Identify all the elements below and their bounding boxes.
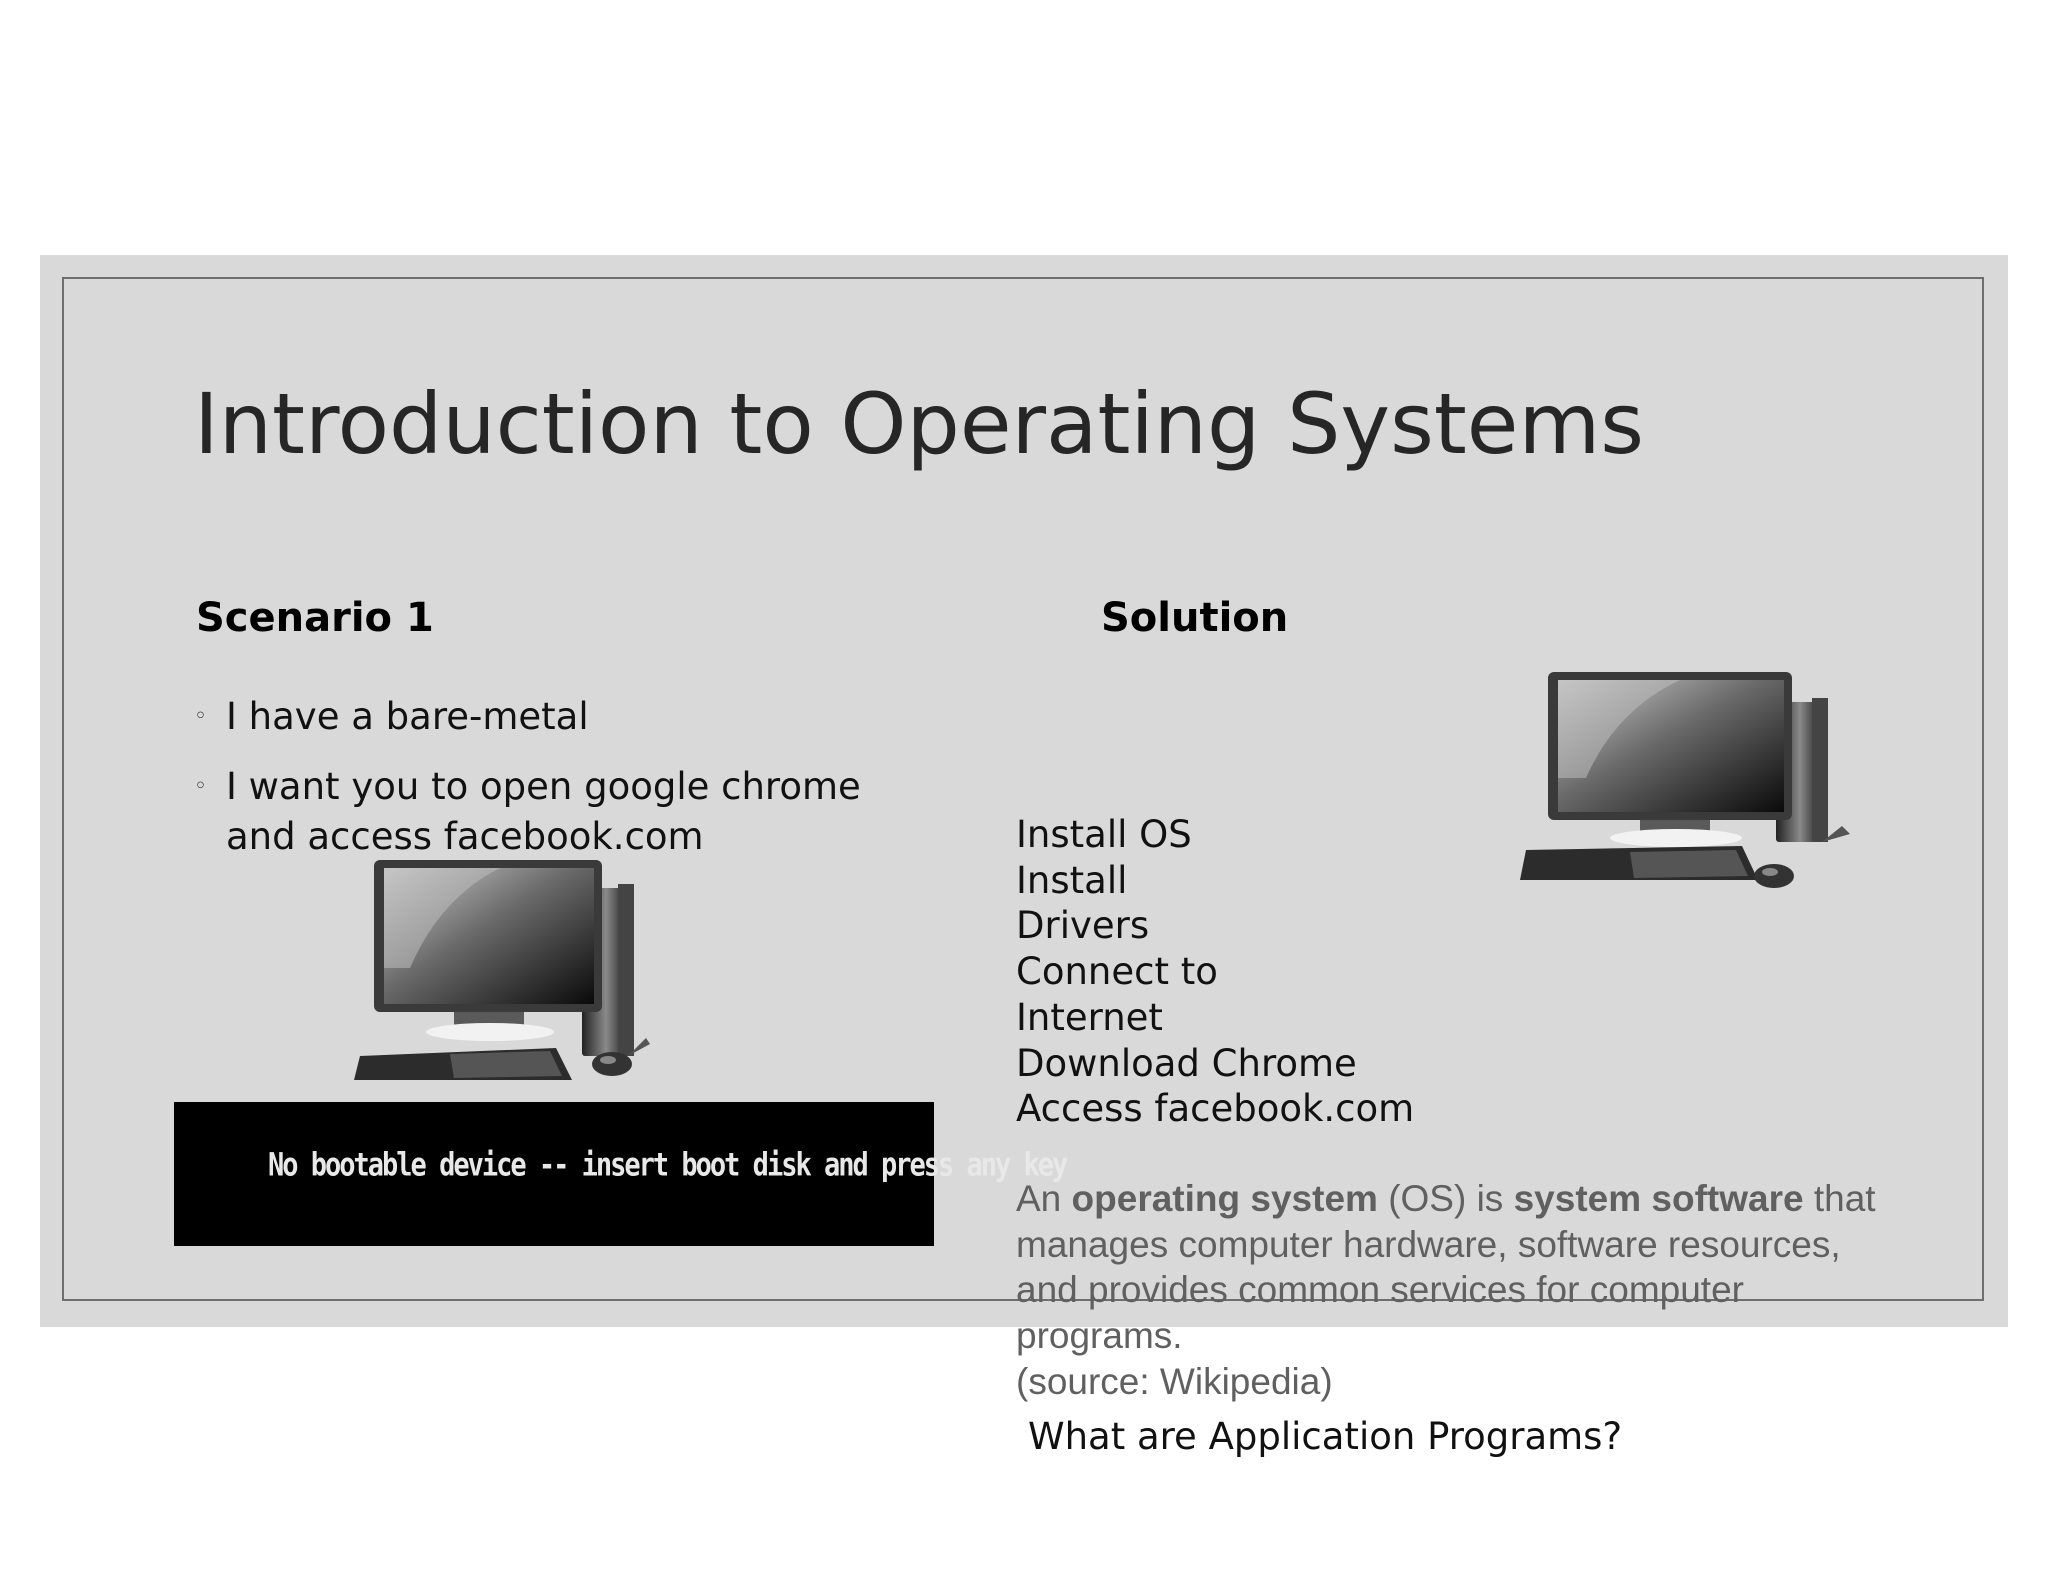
application-programs-question: What are Application Programs?	[1028, 1415, 1623, 1458]
scenario-bullet-list	[194, 692, 934, 882]
desktop-computer-icon	[1520, 670, 1860, 896]
definition-term: operating system	[1071, 1178, 1378, 1219]
bullet-marker: ◦	[194, 704, 207, 729]
os-definition	[1016, 1176, 1896, 1405]
definition-term: system software	[1513, 1178, 1804, 1219]
boot-error-screen	[174, 1102, 1067, 1246]
scenario-heading: Scenario 1	[196, 595, 434, 641]
list-item	[194, 762, 934, 862]
bullet-marker: ◦	[194, 774, 207, 799]
definition-text: An	[1016, 1178, 1072, 1219]
definition-text: (OS) is	[1377, 1178, 1514, 1219]
solution-heading: Solution	[1101, 595, 1289, 641]
definition-source: (source: Wikipedia)	[1016, 1360, 1333, 1402]
list-item: Install	[1016, 858, 1128, 902]
solution-steps-list	[1016, 812, 1436, 1132]
list-item	[194, 692, 934, 742]
list-item: Internet	[1016, 995, 1163, 1039]
list-item: Drivers	[1016, 904, 1150, 948]
slide-title: Introduction to Operating Systems	[194, 375, 1645, 473]
bullet-text: I have a bare-metal	[226, 695, 589, 738]
desktop-computer-icon	[350, 858, 690, 1084]
list-item: Access facebook.com	[1016, 1087, 1415, 1131]
definition-text: that manages computer hardware, software resources, and provides common services for computer programs.	[1016, 1178, 1876, 1357]
bullet-text: I want you to open google chrome and access facebook.com	[226, 765, 861, 858]
list-item: Connect to	[1016, 950, 1218, 994]
boot-error-message: No bootable device -- insert boot disk and press any key	[268, 1146, 1067, 1185]
list-item: Download Chrome	[1016, 1041, 1357, 1085]
list-item: Install OS	[1016, 813, 1192, 856]
